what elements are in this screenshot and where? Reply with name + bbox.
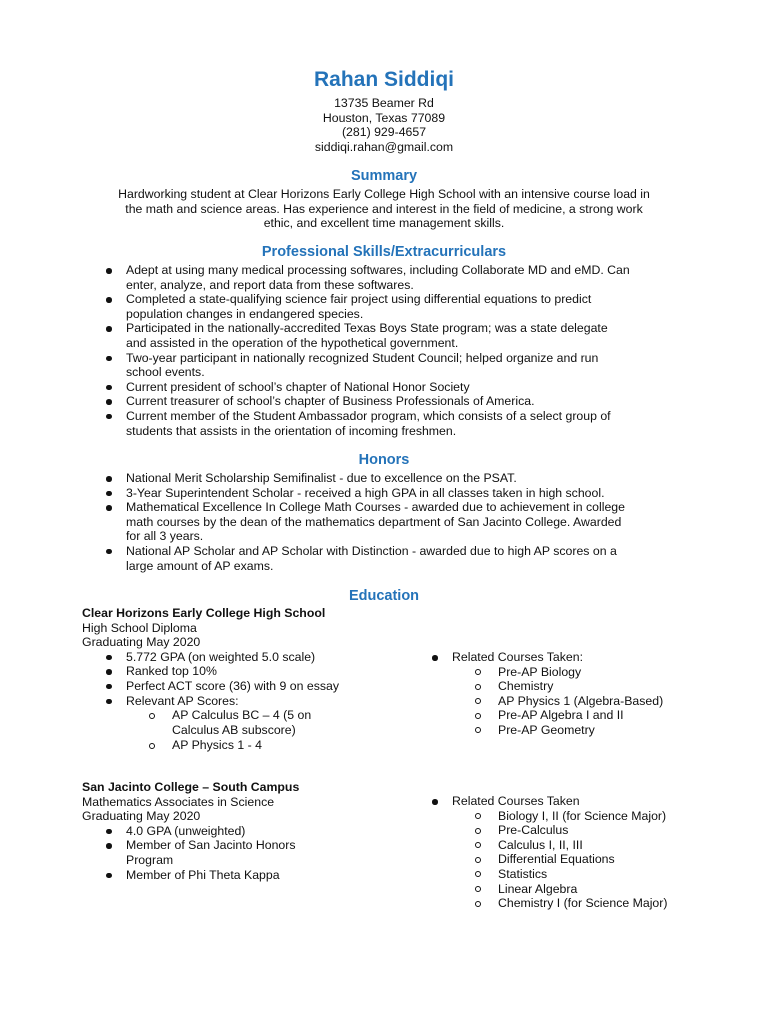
list-item: [452, 708, 708, 723]
bullet-text: large amount of AP exams.: [126, 558, 274, 573]
course-text: Calculus I, II, III: [498, 837, 583, 852]
list-item: [82, 409, 702, 438]
courses-label: Related Courses Taken: [452, 794, 580, 808]
circle-bullet-icon: [475, 886, 481, 892]
list-item: [452, 679, 708, 694]
list-item: [452, 809, 708, 824]
list-item: [82, 292, 702, 321]
bullet-text: students that assists in the orientation of incoming freshmen.: [126, 423, 457, 438]
bullet-text: Member of San Jacinto Honors: [126, 838, 296, 853]
course-text: Chemistry I (for Science Major): [498, 896, 668, 911]
course-text: Pre-AP Algebra I and II: [498, 708, 624, 723]
list-item: [452, 852, 708, 867]
bullet-icon: [106, 356, 112, 362]
list-item: [82, 824, 382, 839]
education-heading: Education: [348, 588, 420, 604]
list-item: [82, 351, 702, 380]
list-item: [82, 544, 702, 573]
bullet-icon: [432, 799, 438, 805]
list-item: [82, 471, 702, 486]
hs-graduation: Graduating May 2020: [82, 635, 201, 650]
bullet-text: 4.0 GPA (unweighted): [126, 823, 246, 838]
bullet-icon: [106, 414, 112, 420]
circle-bullet-icon: [475, 871, 481, 877]
list-item: [82, 394, 702, 409]
college-block: [82, 780, 382, 882]
bullet-text: Ranked top 10%: [126, 664, 217, 679]
bullet-text: Member of Phi Theta Kappa: [126, 867, 280, 882]
bullet-icon: [106, 829, 112, 835]
course-text: Chemistry: [498, 679, 554, 694]
bullet-icon: [106, 326, 112, 332]
bullet-icon: [106, 549, 112, 555]
honors-heading: Honors: [358, 452, 410, 468]
email-line: siddiqi.rahan@gmail.com: [314, 139, 454, 154]
bullet-icon: [106, 399, 112, 405]
hs-courses-block: [408, 650, 708, 738]
list-item: [82, 500, 702, 544]
hs-course-items: [452, 665, 708, 738]
list-item: [82, 679, 382, 694]
skills-heading: Professional Skills/Extracurriculars: [261, 244, 507, 260]
college-bullets: [82, 824, 382, 882]
address-line: 13735 Beamer Rd: [334, 96, 434, 110]
list-item: [82, 650, 382, 665]
bullet-icon: [106, 684, 112, 690]
bullet-icon: [432, 655, 438, 661]
circle-bullet-icon: [475, 828, 481, 834]
contact-info: [0, 96, 768, 154]
hs-block: [82, 606, 382, 753]
bullet-text: for all 3 years.: [126, 529, 204, 544]
bullet-text: National Merit Scholarship Semifinalist - due to excellence on the PSAT.: [126, 471, 517, 485]
list-item: [452, 867, 708, 882]
course-text: Pre-Calculus: [498, 823, 569, 838]
list-item: [126, 738, 382, 753]
summary-line: ethic, and excellent time management skills.: [263, 216, 505, 231]
list-item: [452, 723, 708, 738]
hs-bullets: [82, 650, 382, 753]
list-item: [82, 868, 382, 883]
list-item: [452, 896, 708, 911]
bullet-text: enter, analyze, and report data from these softwares.: [126, 277, 414, 292]
city-line: Houston, Texas 77089: [322, 110, 446, 125]
bullet-icon: [106, 669, 112, 675]
bullet-text: Current member of the Student Ambassador program, which consists of a select group of: [126, 408, 611, 423]
candidate-name: Rahan Siddiqi: [313, 68, 454, 91]
circle-bullet-icon: [149, 743, 155, 749]
list-item: [82, 838, 382, 867]
circle-bullet-icon: [475, 727, 481, 733]
bullet-text: Mathematical Excellence In College Math Courses - awarded due to achievement in college: [126, 500, 625, 515]
circle-bullet-icon: [475, 713, 481, 719]
bullet-text: Participated in the nationally-accredited Texas Boys State program; was a state delegate: [126, 321, 608, 336]
circle-bullet-icon: [475, 698, 481, 704]
circle-bullet-icon: [475, 857, 481, 863]
list-item: [82, 263, 702, 292]
ap-score-text: Calculus AB subscore): [172, 722, 296, 737]
list-item: [452, 838, 708, 853]
circle-bullet-icon: [475, 901, 481, 907]
course-text: Pre-AP Biology: [498, 664, 582, 679]
bullet-icon: [106, 297, 112, 303]
phone-line: (281) 929-4657: [341, 125, 427, 139]
bullet-text: school events.: [126, 365, 205, 380]
list-item: [82, 664, 382, 679]
courses-label: Related Courses Taken:: [452, 650, 584, 664]
bullet-text: Relevant AP Scores:: [126, 693, 239, 708]
summary-line: Hardworking student at Clear Horizons Early College High School with an intensive course load in: [118, 187, 650, 201]
list-item: [408, 650, 708, 738]
hs-school-name: Clear Horizons Early College High School: [82, 606, 326, 620]
course-text: Pre-AP Geometry: [498, 722, 595, 737]
summary-heading: Summary: [350, 168, 418, 184]
summary-line: the math and science areas. Has experience and interest in the field of medicine, a strong work: [125, 201, 643, 216]
list-item: [452, 665, 708, 680]
bullet-text: Current treasurer of school’s chapter of Business Professionals of America.: [126, 394, 535, 409]
hs-degree: High School Diploma: [82, 620, 197, 635]
bullet-icon: [106, 268, 112, 274]
course-text: Linear Algebra: [498, 881, 578, 896]
bullet-icon: [106, 385, 112, 391]
hs-courses-list: [408, 650, 708, 738]
bullet-icon: [106, 655, 112, 661]
circle-bullet-icon: [475, 684, 481, 690]
bullet-icon: [106, 873, 112, 879]
course-text: AP Physics 1 (Algebra-Based): [498, 693, 664, 708]
bullet-icon: [106, 505, 112, 511]
ap-scores-list: [126, 708, 382, 753]
bullet-icon: [106, 476, 112, 482]
bullet-text: Adept at using many medical processing softwares, including Collaborate MD and eMD. Can: [126, 263, 630, 277]
course-text: Statistics: [498, 866, 548, 881]
list-item: [452, 823, 708, 838]
bullet-icon: [106, 843, 112, 849]
list-item: [126, 708, 382, 737]
college-degree: Mathematics Associates in Science: [82, 794, 275, 809]
list-item: [82, 694, 382, 753]
circle-bullet-icon: [475, 842, 481, 848]
bullet-text: math courses by the dean of the mathematics department of San Jacinto College. Awarded: [126, 514, 622, 529]
list-item: [452, 694, 708, 709]
circle-bullet-icon: [149, 713, 155, 719]
honors-list: [82, 471, 702, 573]
bullet-icon: [106, 699, 112, 705]
bullet-text: Perfect ACT score (36) with 9 on essay: [126, 678, 340, 693]
bullet-text: population changes in endangered species.: [126, 306, 364, 321]
course-text: Differential Equations: [498, 852, 615, 867]
college-graduation: Graduating May 2020: [82, 809, 201, 824]
bullet-text: Current president of school’s chapter of National Honor Society: [126, 379, 470, 394]
bullet-icon: [106, 491, 112, 497]
bullet-text: Two-year participant in nationally recognized Student Council; helped organize and run: [126, 350, 599, 365]
bullet-text: National AP Scholar and AP Scholar with Distinction - awarded due to high AP scores on a: [126, 543, 617, 558]
bullet-text: 3-Year Superintendent Scholar - received a high GPA in all classes taken in high school.: [126, 485, 605, 500]
list-item: [82, 380, 702, 395]
list-item: [82, 486, 702, 501]
ap-score-text: AP Calculus BC – 4 (5 on: [172, 708, 312, 723]
list-item: [82, 321, 702, 350]
college-course-items: [452, 809, 708, 911]
college-courses-list: [408, 794, 708, 911]
skills-list: [82, 263, 702, 438]
circle-bullet-icon: [475, 669, 481, 675]
summary-text: [82, 187, 686, 231]
bullet-text: 5.772 GPA (on weighted 5.0 scale): [126, 649, 316, 664]
list-item: [408, 794, 708, 911]
ap-score-text: AP Physics 1 - 4: [172, 738, 262, 753]
bullet-text: Completed a state-qualifying science fair project using differential equations to predict: [126, 292, 592, 307]
bullet-text: Program: [126, 852, 174, 867]
circle-bullet-icon: [475, 813, 481, 819]
bullet-text: and assisted in the operation of the hypothetical government.: [126, 335, 459, 350]
college-courses-block: [408, 794, 708, 911]
course-text: Biology I, II (for Science Major): [498, 808, 667, 823]
college-school-name: San Jacinto College – South Campus: [82, 780, 300, 794]
list-item: [452, 882, 708, 897]
